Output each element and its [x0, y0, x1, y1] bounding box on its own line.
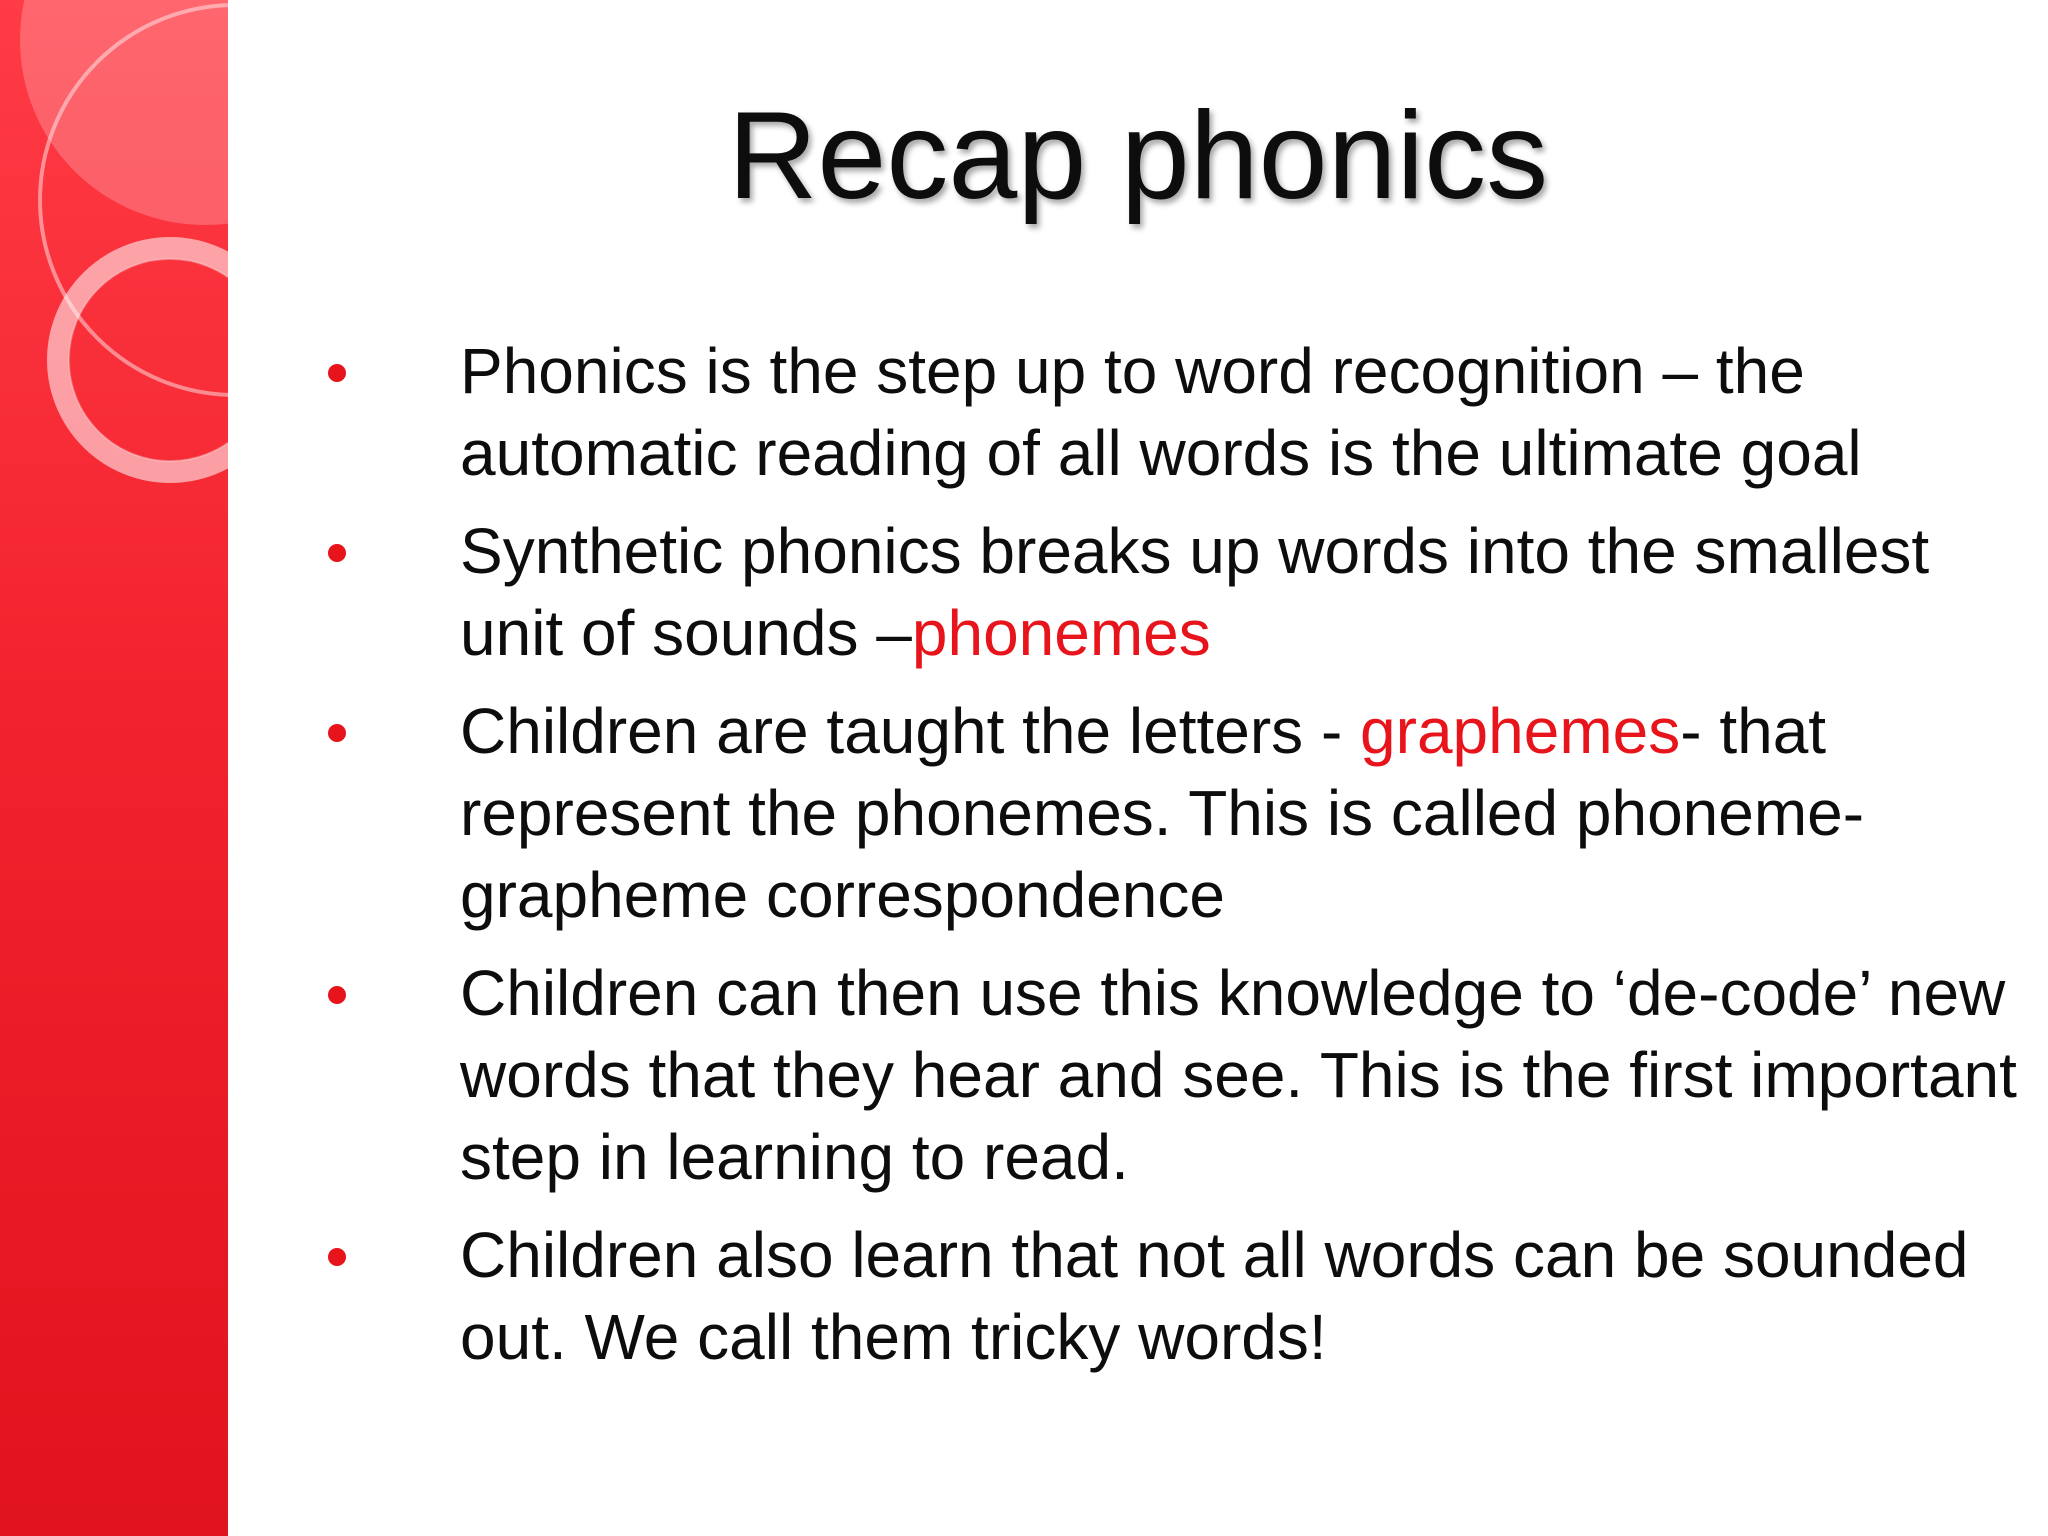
bullet-dot-icon: [328, 986, 346, 1004]
slide-title: Recap phonics: [727, 87, 1549, 225]
bullet-dot-icon: [328, 1248, 346, 1266]
bullet-text: Children also learn that not all words can be sounded out. We call them tricky words!: [460, 1219, 1969, 1373]
bullet-item: [318, 1214, 2018, 1378]
bullet-dot-icon: [328, 724, 346, 742]
bullet-text-after: - that represent the phonemes. This is called phoneme-grapheme correspondence: [460, 695, 1865, 931]
bullet-item: [318, 510, 2018, 674]
decorative-circles-icon: [0, 0, 228, 1536]
bullet-item: [318, 952, 2018, 1198]
decorative-side-band: [0, 0, 228, 1536]
highlighted-term-graphemes: graphemes: [1360, 695, 1681, 767]
bullet-dot-icon: [328, 364, 346, 382]
bullet-list: [318, 330, 2018, 1394]
bullet-item: [318, 690, 2018, 936]
bullet-text: Synthetic phonics breaks up words into the smallest unit of sounds –: [460, 515, 1930, 669]
bullet-item: [318, 330, 2018, 494]
highlighted-term-phonemes: phonemes: [911, 597, 1211, 669]
bullet-text: Phonics is the step up to word recognition – the automatic reading of all words is the ultimate goal: [460, 335, 1862, 489]
bullet-dot-icon: [328, 544, 346, 562]
bullet-text: Children are taught the letters -: [460, 695, 1361, 767]
bullet-text: Children can then use this knowledge to ‘de-code’ new words that they hear and see. This is the first important step in learning to read.: [460, 957, 2017, 1193]
